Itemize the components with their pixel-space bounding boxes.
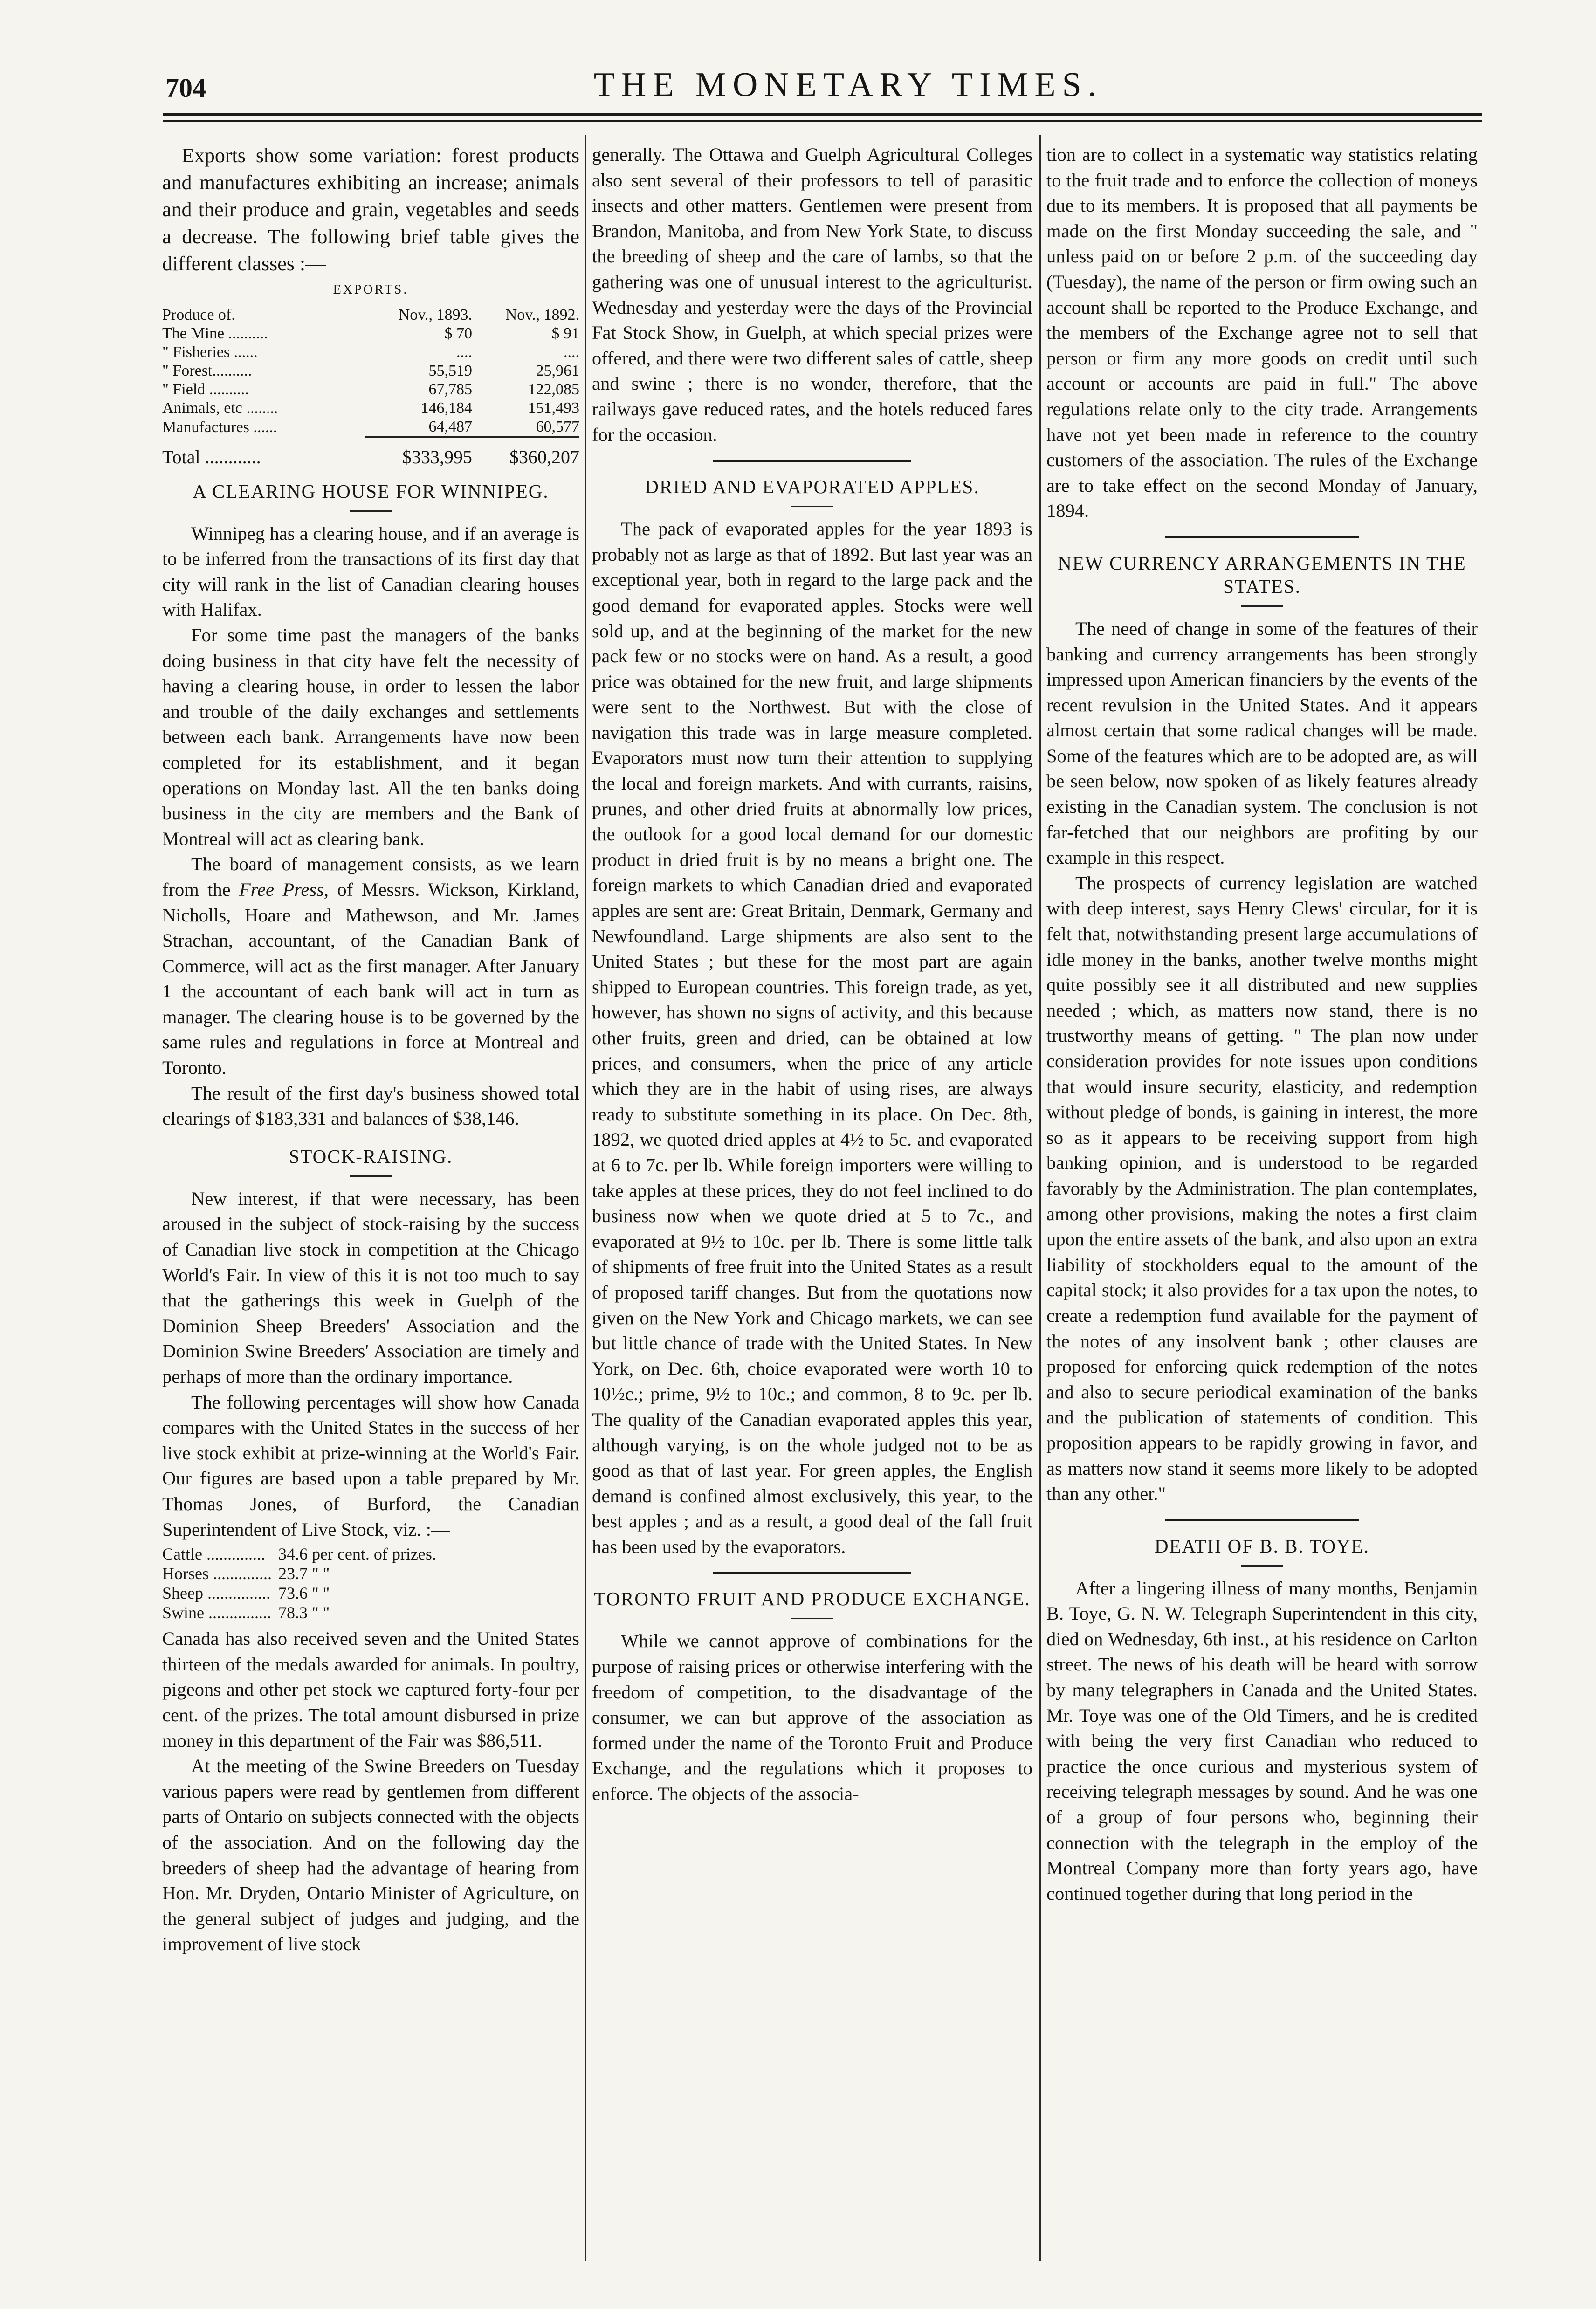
exports-table <box>162 306 579 467</box>
percentages-row: Horses .............. 23.7 " " <box>162 1564 330 1583</box>
exports-total-row: Total ............ $333,995 $360,207 <box>162 437 579 467</box>
section-separator <box>1165 1519 1359 1521</box>
paragraph: Canada has also received seven and the United States thirteen of the medals awarded for animals. In poultry, pigeons and other pet stock we captured forty-four per cent. of the prizes. The total amount disbursed in prize money in this department of the Fair was $86,511. <box>162 1628 579 1751</box>
paragraph: The pack of evaporated apples for the year 1893 is probably not as large as that of 1892. But last year was an exceptional year, both in regard to the large pack and the good demand for evaporated apples. Stocks were well sold up, and at the beginning of the market for the new pack few or no stocks were on hand. As a result, a good price was obtained for the new fruit, and large shipments were sent to the Northwest. But with the close of navigation this trade was in large measure completed. Evaporators must now turn their attention to supplying the local and foreign markets. And with currants, raisins, prunes, and other dried fruits at abnormally low prices, the outlook for a good local demand for our domestic product in dried fruit is by no means a bright one. The foreign markets to which Canadian dried and evaporated apples are sent are: Great Britain, Denmark, Germany and Newfoundland. Large shipments are also sent to the United States ; but these for the most part are again shipped to European countries. This foreign trade, as yet, however, has shown no signs of activity, and this because other fruits, green and dried, can be obtained at low prices, and consumers, when the price of any article which they are in the habit of using rises, are always ready to substitute something in its place. On Dec. 8th, 1892, we quoted dried apples at 4½ to 5c. and evaporated at 6 to 7c. per lb. While foreign importers were willing to take apples at these prices, they do not feel inclined to do business now when we quote dried at 5 to 7c., and evaporated at 9½ to 10c. per lb. There is some little talk of shipments of free fruit into the United States as a result of proposed tariff changes. But from the quotations now given on the New York and Chicago markets, we can see but little chance of trade with the United States. In New York, on Dec. 6th, choice evaporated were worth 10 to 10½c.; prime, 9½ to 10c.; and common, 8 to 9c. per lb. The quality of the Canadian evaporated apples this year, although varying, is on the whole judged not to be as good as that of last year. For green apples, the English demand is confined almost exclusively, this year, to the best apples ; and as a result, a good deal of the fall fruit has been used by the evaporators. <box>592 518 1032 1557</box>
paragraph: The prospects of currency legislation are watched with deep interest, says Henry Clews' circular, for it is felt that, notwithstanding present large accumulations of idle money in the banks, another twelve months might quite possibly see it all distributed and new supplies needed ; which, as matters now stand, there is no trustworthy means of getting. " The plan now under consideration provides for note issues upon conditions that would insure security, elasticity, and redemption without pledge of bonds, is gaining in interest, the more so as it appears to be receiving support from high banking opinion, and is understood to be regarded favorably by the Administration. The plan contemplates, among other provisions, making the notes a first claim upon the entire assets of the bank, and also upon an extra liability of stockholders equal to the amount of the capital stock; it also provides for a tax upon the notes, to create a redemption fund available for the payment of the notes of any insolvent bank ; other clauses are proposed for enforcing quick redemption of the notes and also to secure periodical examination of the banks and the publication of statements of condition. This proposition appears to be rapidly growing in favor, and as matters now stand it seems more likely to be adopted than any other." <box>1046 872 1478 1505</box>
section-separator <box>1165 536 1359 538</box>
exports-row: " Fisheries ...... .... .... <box>162 343 579 361</box>
exports-row: Manufactures ...... 64,487 60,577 <box>162 418 579 436</box>
header-rule-top <box>163 113 1482 116</box>
heading-death-toye: DEATH OF B. B. TOYE. <box>1046 1534 1478 1567</box>
paragraph: The result of the first day's business showed total clearings of $183,331 and balances of $38,146. <box>162 1082 579 1129</box>
column-rule-2 <box>1039 135 1041 2261</box>
paragraph: generally. The Ottawa and Guelph Agricultural Colleges also sent several of their professors to tell of parasitic insects and other matters. Gentlemen were present from Brandon, Manitoba, and from New York State, to discuss the breeding of sheep and the care of lambs, so that the gathering was one of unusual interest to the agriculturist. Wednesday and yesterday were the days of the Provincial Fat Stock Show, in Guelph, at which special prizes were offered, and there were two different sales of cattle, sheep and swine ; there is no wonder, therefore, that the railways gave reduced rates, and the hotels reduced fares for the occasion. <box>592 144 1032 445</box>
percentages-row: Swine ............... 78.3 " " <box>162 1603 330 1622</box>
paragraph: Winnipeg has a clearing house, and if an average is to be inferred from the transactions of its first day that city will rank in the list of Canadian clearing houses with Halifax. <box>162 522 579 620</box>
paragraph: The need of change in some of the features of their banking and currency arrangements has been strongly impressed upon American financiers by the events of the recent revulsion in the United States. And it appears almost certain that some radical changes will be made. Some of the features which are to be adopted are, as will be seen below, now spoken of as likely features already existing in the Canadian system. The conclusion is not far-fetched that our neighbors are profiting by our example in this respect. <box>1046 618 1478 868</box>
exports-intro: Exports show some variation: forest products and manufactures exhibiting an increase; animals and their produce and grain, vegetables and seeds a decrease. The following brief table gives the different classes :— <box>162 144 579 275</box>
paragraph: tion are to collect in a systematic way statistics relating to the fruit trade and to enforce the collection of moneys due to its members. It is proposed that all payments be made on the first Monday succeeding the sale, and " unless paid on or before 2 p.m. of the succeeding day (Tuesday), the name of the person or firm owing such an account shall be reported to the Produce Exchange, and the members of the Exchange agree not to sell that person or firm any more goods on credit until such account or accounts are paid in full." The above regulations relate only to the city trade. Arrangements have not yet been made in reference to the country customers of the association. The rules of the Exchange are to take effect on the second Monday of January, 1894. <box>1046 144 1478 522</box>
paragraph: While we cannot approve of combinations for the purpose of raising prices or otherwise interfering with the freedom of competition, to the disadvantage of the consumer, we can but approve of the association as formed under the name of the Toronto Fruit and Produce Exchange, and the regulations which it proposes to enforce. The objects of the associa- <box>592 1630 1032 1805</box>
page-number: 704 <box>165 73 206 103</box>
exports-caption: EXPORTS. <box>333 282 409 297</box>
exports-row: The Mine .......... $ 70 $ 91 <box>162 324 579 342</box>
paragraph: For some time past the managers of the banks doing business in that city have felt the necessity of having a clearing house, in order to lessen the labor and trouble of the daily exchanges and settlements between each bank. Arrangements have now been completed for its establishment, and it began operations on Monday last. All the ten banks doing business in the city are members and the Bank of Montreal will act as clearing bank. <box>162 624 579 849</box>
publication-name: Free Press <box>239 879 324 900</box>
column-1 <box>162 142 579 1957</box>
column-rule-1 <box>585 135 586 2261</box>
header-rule-bottom <box>163 120 1482 122</box>
paragraph: New interest, if that were necessary, has been aroused in the subject of stock-raising by the success of Canadian live stock in competition at the Chicago World's Fair. In view of this it is not too much to say that the gatherings this week in Guelph of the Dominion Sheep Breeders' Association and the Dominion Swine Breeders' Association are timely and perhaps of more than the ordinary importance. <box>162 1188 579 1387</box>
column-3 <box>1046 142 1478 1906</box>
paragraph: The board of management consists, as we learn from the Free Press, of Messrs. Wickson, Kirkland, Nicholls, Hoare and Mathewson, and Mr. James Strachan, accountant, of the Canadian Bank of Commerce, will act as the first manager. After January 1 the accountant of each bank will act in turn as manager. The clearing house is to be governed by the same rules and regulations in force at Montreal and Toronto. <box>162 853 579 1079</box>
exports-header-row: Produce of. Nov., 1893. Nov., 1892. <box>162 306 579 323</box>
heading-dried-apples: DRIED AND EVAPORATED APPLES. <box>592 475 1032 507</box>
heading-winnipeg: A CLEARING HOUSE FOR WINNIPEG. <box>162 480 579 512</box>
paragraph: After a lingering illness of many months, Benjamin B. Toye, G. N. W. Telegraph Superintendent in this city, died on Wednesday, 6th inst., at his residence on Carlton street. The news of his death will be heard with sorrow by many telegraphers in Canada and the United States. Mr. Toye was one of the Old Timers, and he is credited with being the very first Canadian who reduced to practice the once curious and mysterious system of receiving telegraph messages by sound. And he was one of a group of four persons who, beginning their connection with the telegraph in the employ of the Montreal Company more than forty years ago, have continued together during that long period in the <box>1046 1577 1478 1904</box>
heading-stock-raising: STOCK-RAISING. <box>162 1145 579 1177</box>
exports-row: " Forest.......... 55,519 25,961 <box>162 362 579 379</box>
paragraph: At the meeting of the Swine Breeders on Tuesday various papers were read by gentlemen from different parts of Ontario on subjects connected with the objects of the association. And on the following day the breeders of sheep had the advantage of hearing from Hon. Mr. Dryden, Ontario Minister of Agriculture, on the general subject of judges and judging, and the improvement of live stock <box>162 1755 579 1955</box>
paragraph: The following percentages will show how Canada compares with the United States in the success of her live stock exhibit at prize-winning at the World's Fair. Our figures are based upon a table prepared by Mr. Thomas Jones, of Burford, the Canadian Superintendent of Live Stock, viz. :— <box>162 1391 579 1540</box>
heading-toronto-exchange: TORONTO FRUIT AND PRODUCE EXCHANGE. <box>592 1587 1032 1619</box>
section-separator <box>713 460 911 462</box>
percentages-row: Cattle .............. 34.6 per cent. of prizes. <box>162 1545 436 1564</box>
section-separator <box>713 1572 911 1574</box>
column-2 <box>592 142 1032 1807</box>
exports-row: Animals, etc ........ 146,184 151,493 <box>162 399 579 417</box>
percentages-table <box>162 1544 443 1622</box>
percentages-row: Sheep ............... 73.6 " " <box>162 1584 330 1603</box>
exports-row: " Field .......... 67,785 122,085 <box>162 380 579 398</box>
masthead-title: THE MONETARY TIMES. <box>593 66 1103 104</box>
heading-new-currency: NEW CURRENCY ARRANGEMENTS IN THE STATES. <box>1046 551 1478 607</box>
